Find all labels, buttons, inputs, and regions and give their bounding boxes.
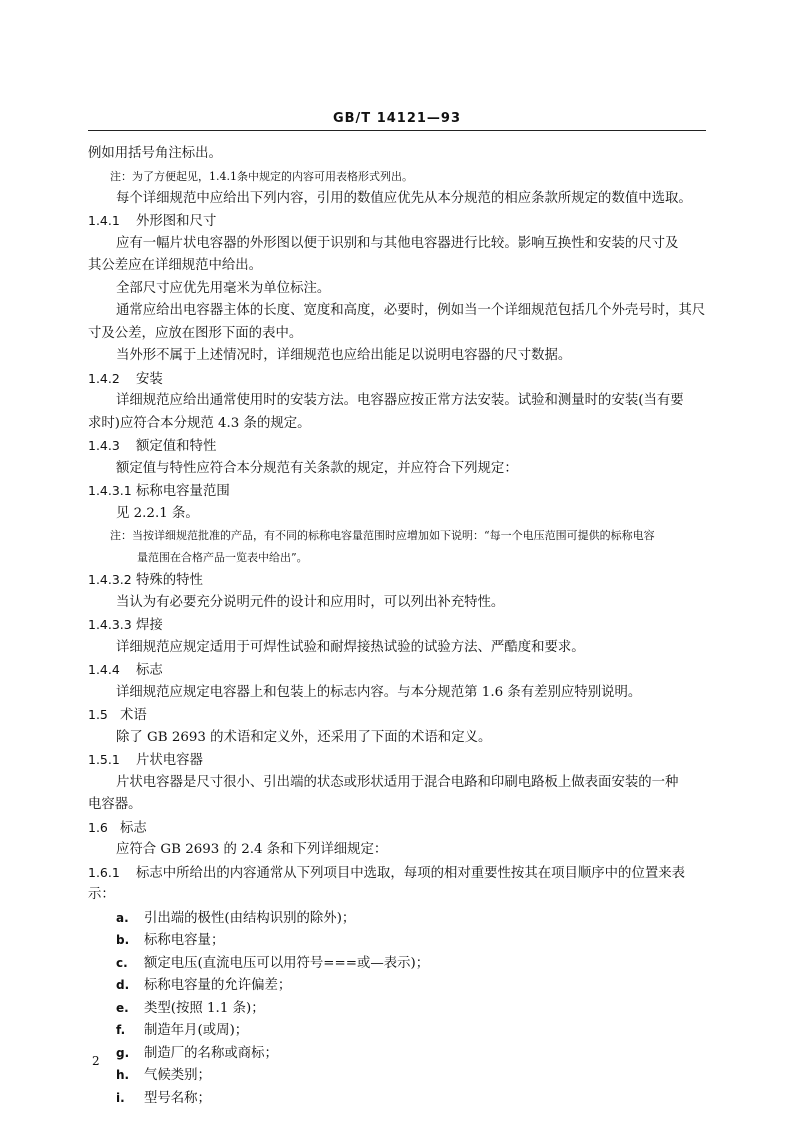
list-marker: c. xyxy=(116,955,128,970)
paragraph: 当认为有必要充分说明元件的设计和应用时，可以列出补充特性。 xyxy=(116,594,505,610)
list-item: b. 标称电容量； xyxy=(88,929,706,952)
document-header: GB/T 14121—93 xyxy=(332,111,462,126)
section-heading-1-4-3-1: 1.4.3.1 标称电容量范围 xyxy=(88,480,706,503)
section-number: 1.6 xyxy=(88,819,108,835)
paragraph: 除了 GB 2693 的术语和定义外，还采用了下面的术语和定义。 xyxy=(116,729,492,745)
paragraph: 通常应给出电容器主体的长度、宽度和高度，必要时，例如当一个详细规范包括几个外壳号时，其尺 xyxy=(116,303,706,318)
section-number: 1.4.3.2 xyxy=(88,572,132,587)
note: 注：为了方便起见，1.4.1条中规定的内容可用表格形式列出。 xyxy=(110,169,413,183)
section-heading-1-4-3: 1.4.3 额定值和特性 xyxy=(88,435,706,458)
section-number: 1.5.1 xyxy=(88,752,120,767)
list-marker: h. xyxy=(116,1068,130,1082)
note-continuation: 量范围在合格产品一览表中给出”。 xyxy=(137,551,308,564)
paragraph: 见 2.2.1 条。 xyxy=(116,505,199,521)
paragraph: 片状电容器是尺寸很小、引出端的状态或形状适用于混合电路和印刷电路板上做表面安装的一种 xyxy=(116,774,679,790)
section-heading-1-5-1: 1.5.1 片状电容器 xyxy=(88,749,706,772)
list-item: a. 引出端的极性(由结构识别的除外)； xyxy=(88,907,706,930)
section-number: 1.4.3.1 xyxy=(88,483,132,498)
text-line: 电容器。 xyxy=(88,797,142,812)
list-item: i. 型号名称； xyxy=(88,1087,706,1110)
list-item: f. 制造年月(或周)； xyxy=(88,1019,706,1042)
section-number: 1.4.1 xyxy=(88,213,120,228)
paragraph: 当外形不属于上述情况时，详细规范也应给出能足以说明电容器的尺寸数据。 xyxy=(116,348,572,363)
paragraph: 每个详细规范中应给出下列内容，引用的数值应优先从本分规范的相应条款所规定的数值中选取。 xyxy=(116,190,692,206)
paragraph: 应有一幅片状电容器的外形图以便于识别和与其他电容器进行比较。影响互换性和安装的尺寸及 xyxy=(116,235,679,251)
section-number: 1.4.2 xyxy=(88,370,120,386)
section-number: 1.4.3.3 xyxy=(88,617,132,632)
list-marker: b. xyxy=(116,933,130,947)
paragraph: 详细规范应规定适用于可焊性试验和耐焊接热试验的试验方法、严酷度和要求。 xyxy=(116,639,585,655)
text-line: 其公差应在详细规范中给出。 xyxy=(88,258,263,273)
text-line: 寸及公差，应放在图形下面的表中。 xyxy=(88,325,303,341)
section-heading-1-4-4: 1.4.4 标志 xyxy=(88,659,706,682)
paragraph: 全部尺寸应优先用毫米为单位标注。 xyxy=(116,280,331,296)
list-item: d. 标称电容量的允许偏差； xyxy=(88,974,706,997)
document-body xyxy=(88,143,706,1109)
list-item: g. 制造厂的名称或商标； xyxy=(88,1042,706,1065)
list-marker: a. xyxy=(116,910,129,925)
section-heading-1-6-1: 1.6.1 标志中所给出的内容通常从下列项目中选取，每项的相对重要性按其在项目顺序中的位置来表 xyxy=(88,862,706,885)
list-marker: f. xyxy=(116,1023,126,1037)
section-heading-1-5: 1.5 术语 xyxy=(88,704,706,727)
section-heading-1-4-3-3: 1.4.3.3 焊接 xyxy=(88,614,706,637)
paragraph: 应符合 GB 2693 的 2.4 条和下列详细规定： xyxy=(116,842,388,857)
list-marker: e. xyxy=(116,1000,129,1015)
paragraph: 详细规范应规定电容器上和包装上的标志内容。与本分规范第 1.6 条有差别应特别说明。 xyxy=(116,684,642,700)
section-number: 1.5 xyxy=(88,707,108,722)
list-marker: g. xyxy=(116,1045,130,1060)
header-rule xyxy=(88,130,706,131)
paragraph: 额定值与特性应符合本分规范有关条款的规定，并应符合下列规定： xyxy=(116,460,518,476)
paragraph: 详细规范应给出通常使用时的安装方法。电容器应按正常方法安装。试验和测量时的安装(当有要 xyxy=(116,393,684,408)
list-marker: d. xyxy=(116,978,130,992)
section-heading-1-6: 1.6 标志 xyxy=(88,817,706,840)
section-heading-1-4-1: 1.4.1 外形图和尺寸 xyxy=(88,210,706,233)
list-item: e. 类型(按照 1.1 条)； xyxy=(88,997,706,1020)
list-item: c. 额定电压(直流电压可以用符号===或—表示)； xyxy=(88,952,706,975)
note: 注：当按详细规范批准的产品，有不同的标称电容量范围时应增加如下说明：“每一个电压范围可提供的标称电容 xyxy=(110,529,655,542)
page-number: 2 xyxy=(92,1054,100,1068)
text-line: 示： xyxy=(88,887,115,902)
section-heading-1-4-3-2: 1.4.3.2 特殊的特性 xyxy=(88,569,706,592)
text-line: 例如用括号角注标出。 xyxy=(88,146,222,161)
section-number: 1.6.1 xyxy=(88,864,120,880)
text-line: 求时)应符合本分规范 4.3 条的规定。 xyxy=(88,415,311,431)
list-item: h. 气候类别； xyxy=(88,1064,706,1087)
section-number: 1.4.3 xyxy=(88,438,120,453)
section-number: 1.4.4 xyxy=(88,662,120,677)
section-heading-1-4-2: 1.4.2 安装 xyxy=(88,368,706,391)
list-marker: i. xyxy=(116,1090,125,1105)
